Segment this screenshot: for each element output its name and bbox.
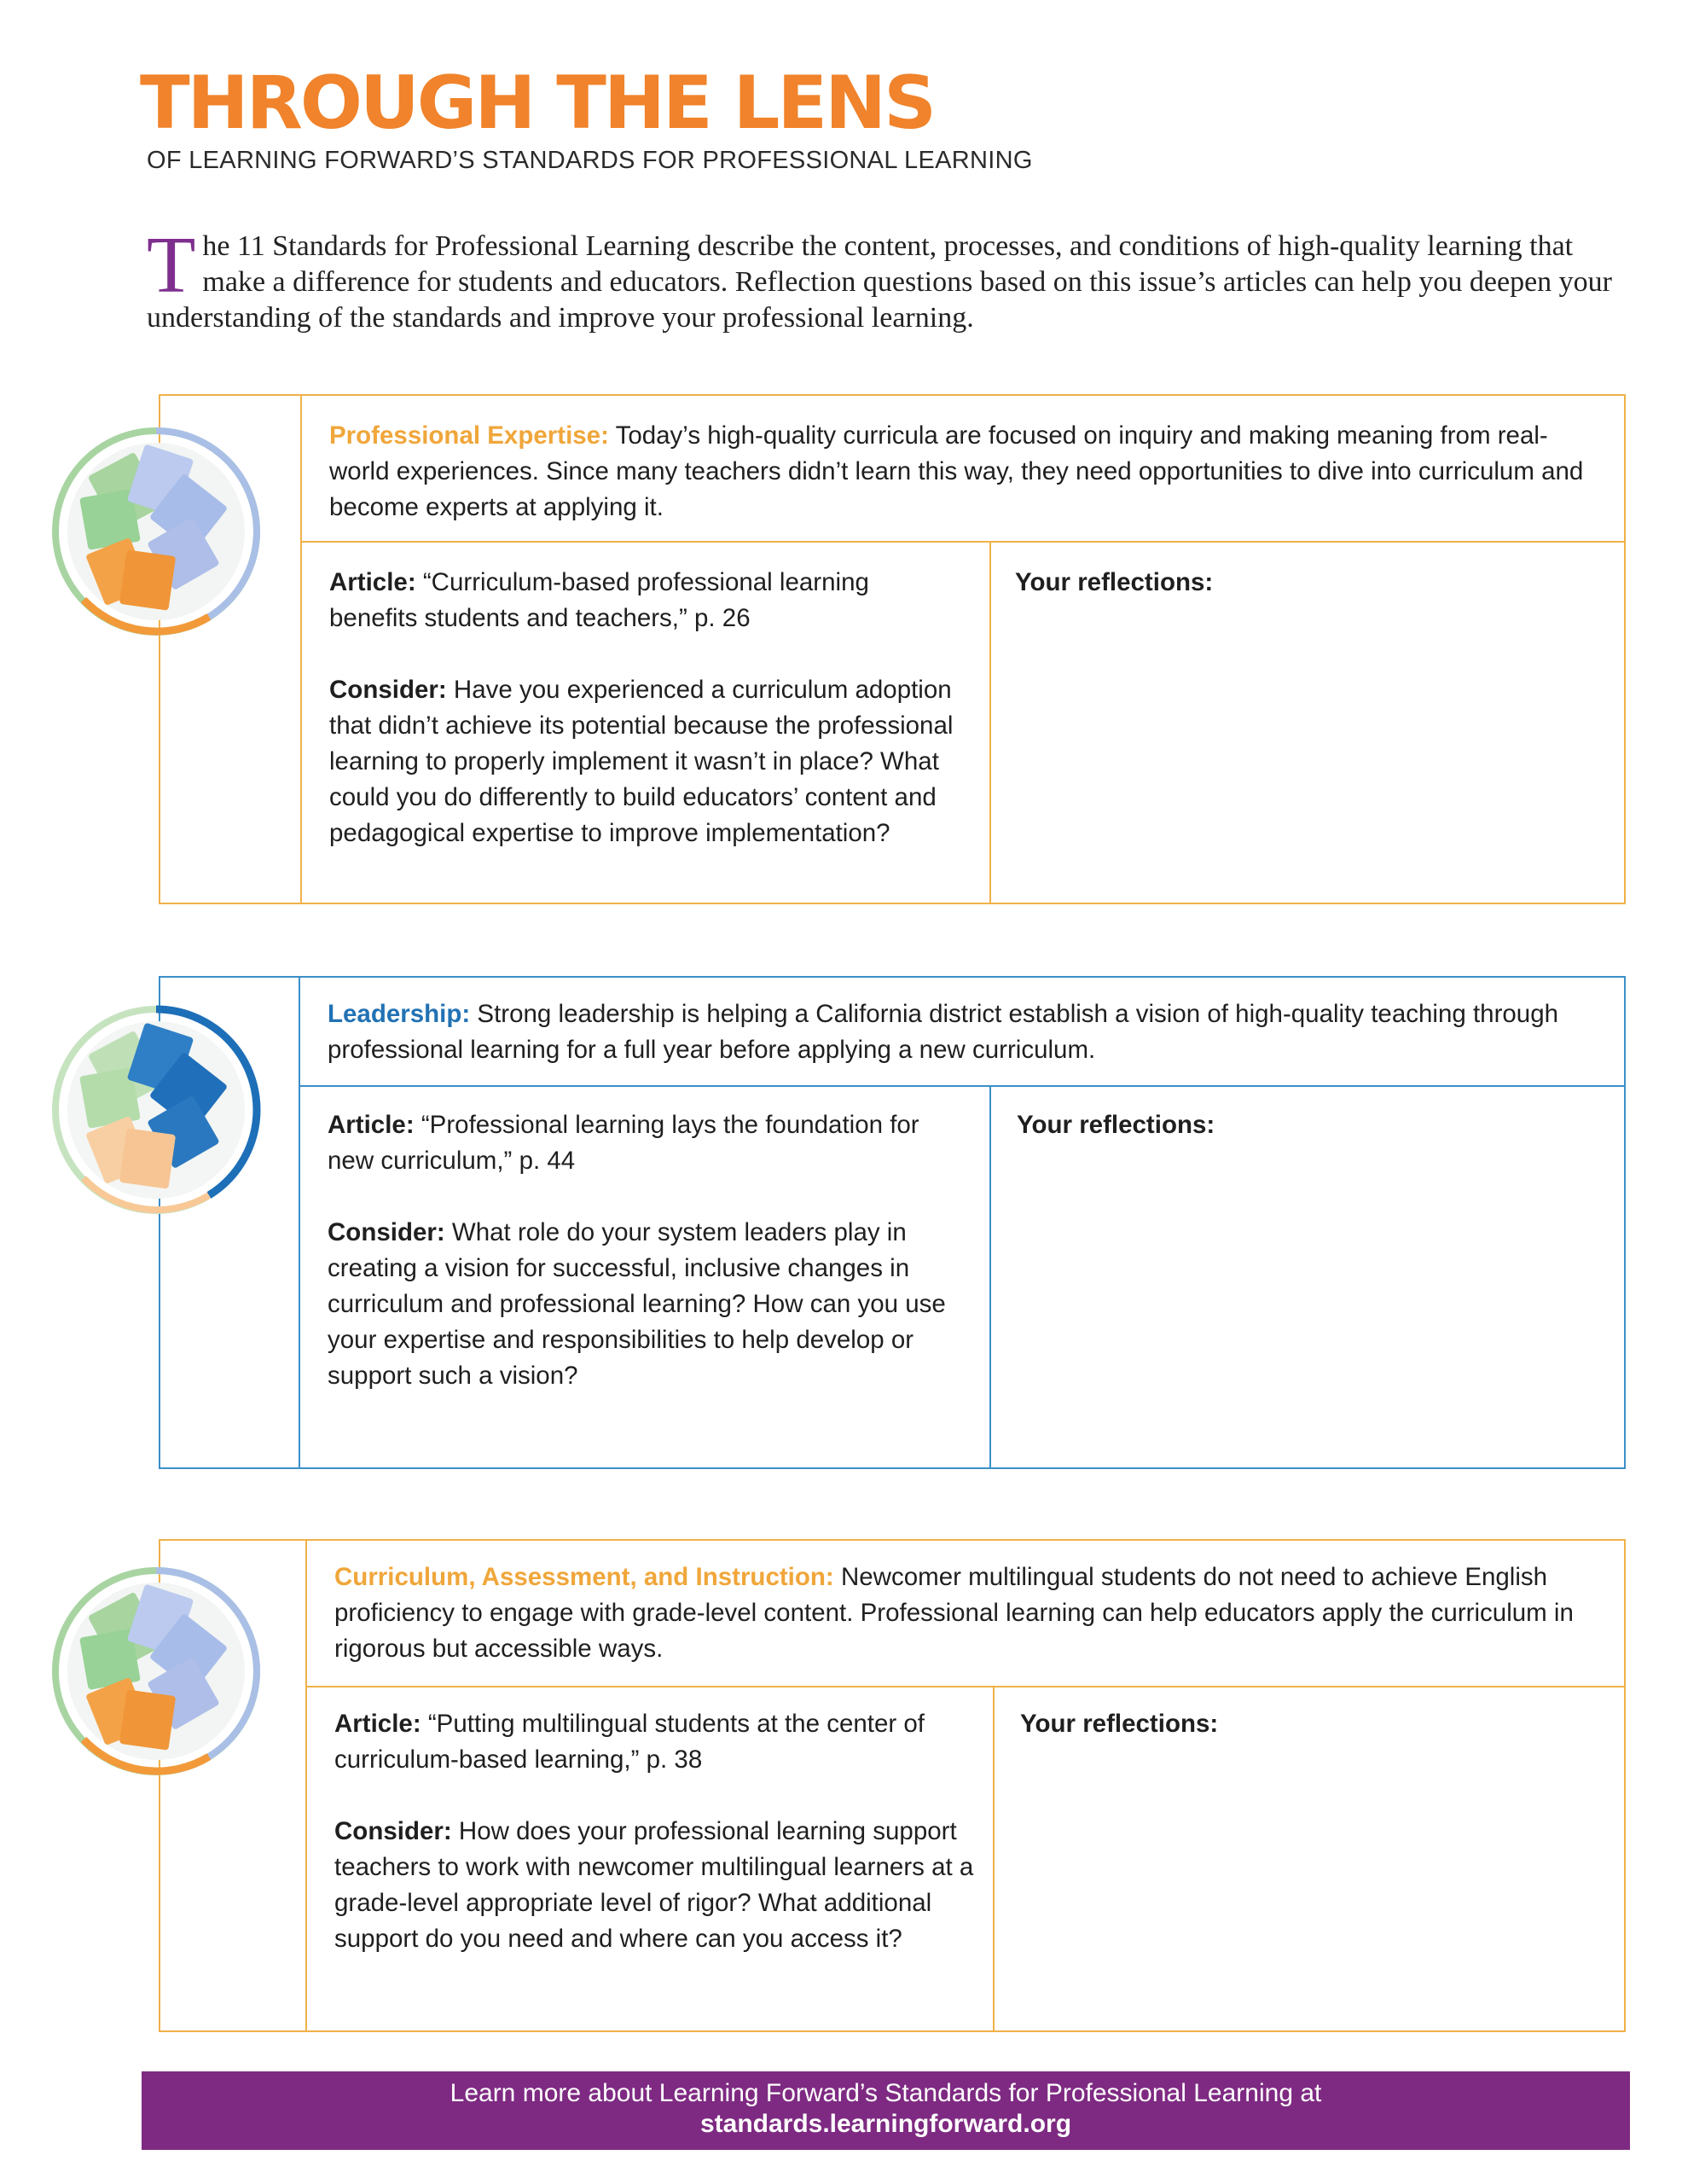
article-label: Article:: [328, 1111, 415, 1139]
standards-wheel-icon: [49, 1565, 263, 1778]
reflections-label: Your reflections:: [1017, 1111, 1215, 1139]
standards-wheel-icon: [49, 425, 263, 638]
article-title: “Curriculum-based professional learning benefits students and teachers,” p. 26: [329, 568, 869, 632]
page-title: THROUGH THE LENS: [140, 61, 935, 146]
article-title: “Professional learning lays the foundation for new curriculum,” p. 44: [328, 1111, 919, 1175]
standard-card-leadership: [159, 976, 1626, 1469]
intro-paragraph: [147, 221, 1631, 336]
consider-text: Have you experienced a curriculum adoption that didn’t achieve its potential because the professional learning to properly implement it wasn’t in place? What could you do differently to build educators’ content and pedagogical expertise to improve implementation?: [329, 676, 954, 847]
consider-question: [329, 672, 977, 851]
intro-text: he 11 Standards for Professional Learning describe the content, processes, and conditions of high-quality learning that make a difference for students and educators. Reflection questions based on this issue’s articles can help you deepen your understanding of the standards and improve your professional learning.: [147, 230, 1613, 334]
reflections-label: Your reflections:: [1015, 568, 1214, 596]
consider-label: Consider:: [329, 676, 447, 704]
article-reference: [329, 565, 960, 636]
consider-question: [334, 1814, 983, 1957]
article-reference: [328, 1107, 959, 1179]
footer-banner: [142, 2071, 1630, 2150]
standard-summary: Strong leadership is helping a California district establish a vision of high-quality teaching through professional learning for a full year before applying a new curriculum.: [328, 1000, 1559, 1064]
footer-link[interactable]: standards.learningforward.org: [699, 2110, 1072, 2138]
consider-label: Consider:: [328, 1218, 445, 1246]
consider-text: How does your professional learning support teachers to work with newcomer multilingual learners at a grade-level appropriate level of rigor? What additional support do you need and where can you access it?: [334, 1817, 974, 1953]
card-summary: [334, 1560, 1605, 1667]
consider-label: Consider:: [334, 1817, 452, 1845]
article-label: Article:: [334, 1710, 421, 1738]
standard-summary: Today’s high-quality curricula are focused on inquiry and making meaning from real-world experiences. Since many teachers didn’t learn this way, they need opportunities to dive into curriculum and become experts at applying it.: [329, 421, 1584, 521]
standard-label: Leadership:: [328, 1000, 471, 1028]
card-summary: [328, 996, 1607, 1068]
intro-dropcap: T: [147, 221, 196, 310]
reflections-label: Your reflections:: [1020, 1710, 1219, 1738]
standard-summary: Newcomer multilingual students do not need to achieve English proficiency to engage with grade-level content. Professional learning can help educators apply the curriculum in rigorous but accessible ways.: [334, 1563, 1574, 1663]
standard-card-curriculum-assessment-instruction: [159, 1539, 1626, 2032]
standard-label: Curriculum, Assessment, and Instruction:: [334, 1563, 834, 1591]
card-summary: [329, 418, 1600, 526]
consider-text: What role do your system leaders play in creating a vision for successful, inclusive changes in curriculum and professional learning? How can you use your expertise and responsibilities to help develop or support such a vision?: [328, 1218, 946, 1390]
consider-question: [328, 1215, 976, 1394]
standard-card-professional-expertise: [159, 394, 1626, 904]
article-reference: [334, 1706, 966, 1778]
footer-text: Learn more about Learning Forward’s Standards for Professional Learning at: [450, 2079, 1322, 2107]
standards-wheel-icon: [49, 1003, 263, 1217]
page-subtitle: OF LEARNING FORWARD’S STANDARDS FOR PROFESSIONAL LEARNING: [147, 147, 1033, 174]
article-label: Article:: [329, 568, 416, 596]
article-title: “Putting multilingual students at the center of curriculum-based learning,” p. 38: [334, 1710, 925, 1774]
standard-label: Professional Expertise:: [329, 421, 609, 450]
